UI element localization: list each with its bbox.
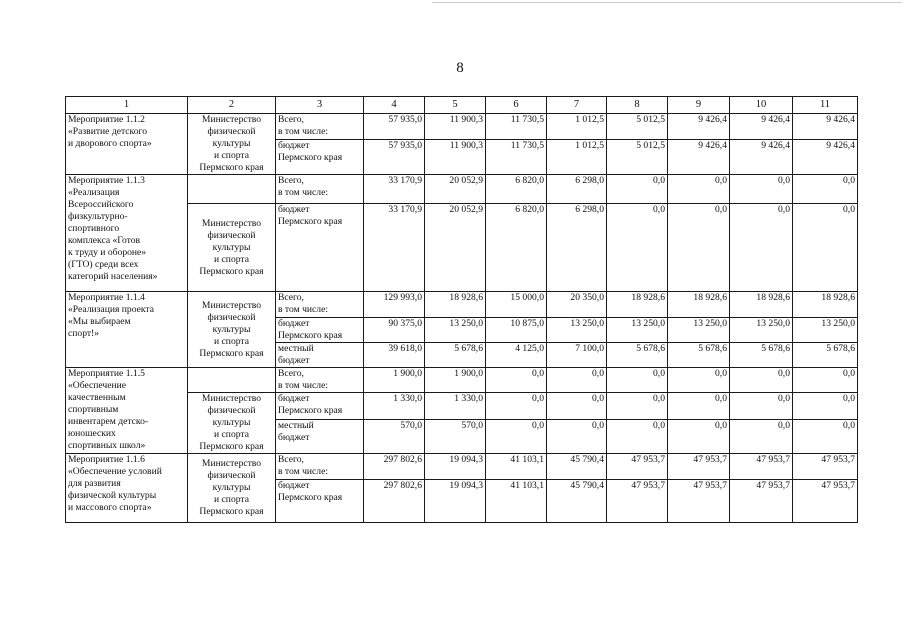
funding-source: бюджет Пермского края bbox=[276, 140, 364, 175]
amount-cell: 0,0 bbox=[547, 419, 607, 453]
amount-cell: 0,0 bbox=[730, 419, 793, 453]
responsible-executor: Министерство физической культуры и спорта Пермского края bbox=[188, 454, 276, 523]
amount-cell: 0,0 bbox=[668, 204, 730, 292]
activity-name: Мероприятие 1.1.5 «Обеспечение качественным спортивным инвентарем детско- юношеских спортивных школ» bbox=[66, 368, 188, 454]
amount-cell: 20 052,9 bbox=[425, 204, 486, 292]
amount-cell: 0,0 bbox=[607, 175, 668, 204]
amount-cell: 5 678,6 bbox=[668, 343, 730, 368]
col-header-2: 2 bbox=[188, 97, 276, 114]
amount-cell: 1 012,5 bbox=[547, 114, 607, 140]
amount-cell: 47 953,7 bbox=[607, 480, 668, 523]
amount-cell: 0,0 bbox=[730, 175, 793, 204]
amount-cell: 39 618,0 bbox=[364, 343, 425, 368]
amount-cell: 90 375,0 bbox=[364, 318, 425, 343]
amount-cell: 5 012,5 bbox=[607, 114, 668, 140]
activity-name: Мероприятие 1.1.2 «Развитие детского и дворового спорта» bbox=[66, 114, 188, 175]
amount-cell: 11 900,3 bbox=[425, 114, 486, 140]
table-row bbox=[66, 175, 858, 204]
amount-cell: 47 953,7 bbox=[793, 480, 858, 523]
amount-cell: 45 790,4 bbox=[547, 480, 607, 523]
activity-name: Мероприятие 1.1.4 «Реализация проекта «Мы выбираем спорт!» bbox=[66, 292, 188, 368]
amount-cell: 18 928,6 bbox=[607, 292, 668, 318]
amount-cell: 13 250,0 bbox=[793, 318, 858, 343]
amount-cell: 47 953,7 bbox=[793, 454, 858, 480]
col-header-3: 3 bbox=[276, 97, 364, 114]
col-header-8: 8 bbox=[607, 97, 668, 114]
responsible-executor: Министерство физической культуры и спорта Пермского края bbox=[188, 114, 276, 175]
amount-cell: 0,0 bbox=[668, 393, 730, 420]
amount-cell: 0,0 bbox=[730, 204, 793, 292]
amount-cell: 18 928,6 bbox=[668, 292, 730, 318]
amount-cell: 6 820,0 bbox=[486, 175, 547, 204]
amount-cell: 5 678,6 bbox=[425, 343, 486, 368]
table-row bbox=[66, 292, 858, 318]
amount-cell: 0,0 bbox=[607, 204, 668, 292]
funding-source: бюджет Пермского края bbox=[276, 318, 364, 343]
page-number: 8 bbox=[456, 60, 464, 76]
amount-cell: 47 953,7 bbox=[607, 454, 668, 480]
amount-cell: 297 802,6 bbox=[364, 454, 425, 480]
col-header-1: 1 bbox=[66, 97, 188, 114]
amount-cell: 20 052,9 bbox=[425, 175, 486, 204]
amount-cell: 0,0 bbox=[607, 393, 668, 420]
responsible-executor: Министерство физической культуры и спорта Пермского края bbox=[188, 204, 276, 292]
amount-cell: 5 678,6 bbox=[730, 343, 793, 368]
amount-cell: 11 900,3 bbox=[425, 140, 486, 175]
amount-cell: 1 900,0 bbox=[364, 368, 425, 393]
amount-cell: 0,0 bbox=[486, 419, 547, 453]
amount-cell: 20 350,0 bbox=[547, 292, 607, 318]
funding-source: Всего, в том числе: bbox=[276, 454, 364, 480]
amount-cell: 0,0 bbox=[668, 368, 730, 393]
col-header-10: 10 bbox=[730, 97, 793, 114]
amount-cell: 5 678,6 bbox=[793, 343, 858, 368]
amount-cell: 11 730,5 bbox=[486, 140, 547, 175]
amount-cell: 0,0 bbox=[793, 175, 858, 204]
amount-cell: 9 426,4 bbox=[730, 114, 793, 140]
amount-cell: 1 330,0 bbox=[425, 393, 486, 420]
amount-cell: 9 426,4 bbox=[793, 140, 858, 175]
amount-cell: 15 000,0 bbox=[486, 292, 547, 318]
amount-cell: 0,0 bbox=[486, 368, 547, 393]
funding-source: местный бюджет bbox=[276, 419, 364, 453]
budget-table bbox=[65, 96, 858, 523]
amount-cell: 570,0 bbox=[364, 419, 425, 453]
amount-cell: 570,0 bbox=[425, 419, 486, 453]
amount-cell: 18 928,6 bbox=[730, 292, 793, 318]
amount-cell: 47 953,7 bbox=[668, 454, 730, 480]
amount-cell: 0,0 bbox=[793, 419, 858, 453]
amount-cell: 33 170,9 bbox=[364, 175, 425, 204]
col-header-6: 6 bbox=[486, 97, 547, 114]
table-row bbox=[66, 114, 858, 140]
funding-source: бюджет Пермского края bbox=[276, 393, 364, 420]
table-row bbox=[66, 368, 858, 393]
responsible-executor: Министерство физической культуры и спорта Пермского края bbox=[188, 393, 276, 454]
table-row bbox=[66, 454, 858, 480]
amount-cell: 47 953,7 bbox=[730, 454, 793, 480]
amount-cell: 13 250,0 bbox=[607, 318, 668, 343]
amount-cell: 33 170,9 bbox=[364, 204, 425, 292]
funding-source: Всего, в том числе: bbox=[276, 114, 364, 140]
top-scan-line bbox=[432, 2, 902, 3]
amount-cell: 0,0 bbox=[668, 175, 730, 204]
amount-cell: 19 094,3 bbox=[425, 480, 486, 523]
funding-source: Всего, в том числе: bbox=[276, 368, 364, 393]
amount-cell: 0,0 bbox=[730, 393, 793, 420]
amount-cell: 13 250,0 bbox=[547, 318, 607, 343]
amount-cell: 0,0 bbox=[793, 393, 858, 420]
amount-cell: 1 900,0 bbox=[425, 368, 486, 393]
amount-cell: 18 928,6 bbox=[425, 292, 486, 318]
amount-cell: 5 678,6 bbox=[607, 343, 668, 368]
funding-source: местный бюджет bbox=[276, 343, 364, 368]
amount-cell: 10 875,0 bbox=[486, 318, 547, 343]
amount-cell: 9 426,4 bbox=[668, 114, 730, 140]
col-header-5: 5 bbox=[425, 97, 486, 114]
amount-cell: 13 250,0 bbox=[425, 318, 486, 343]
amount-cell: 19 094,3 bbox=[425, 454, 486, 480]
amount-cell: 6 820,0 bbox=[486, 204, 547, 292]
amount-cell: 129 993,0 bbox=[364, 292, 425, 318]
funding-source: бюджет Пермского края bbox=[276, 204, 364, 292]
amount-cell: 0,0 bbox=[607, 368, 668, 393]
amount-cell: 47 953,7 bbox=[668, 480, 730, 523]
amount-cell: 0,0 bbox=[793, 204, 858, 292]
amount-cell: 18 928,6 bbox=[793, 292, 858, 318]
amount-cell: 297 802,6 bbox=[364, 480, 425, 523]
amount-cell: 47 953,7 bbox=[730, 480, 793, 523]
amount-cell: 9 426,4 bbox=[730, 140, 793, 175]
header-row bbox=[66, 97, 858, 114]
amount-cell: 7 100,0 bbox=[547, 343, 607, 368]
amount-cell: 57 935,0 bbox=[364, 140, 425, 175]
amount-cell: 9 426,4 bbox=[668, 140, 730, 175]
amount-cell: 1 330,0 bbox=[364, 393, 425, 420]
amount-cell: 41 103,1 bbox=[486, 454, 547, 480]
amount-cell: 1 012,5 bbox=[547, 140, 607, 175]
funding-source: бюджет Пермского края bbox=[276, 480, 364, 523]
amount-cell: 0,0 bbox=[547, 393, 607, 420]
amount-cell: 6 298,0 bbox=[547, 175, 607, 204]
activity-name: Мероприятие 1.1.3 «Реализация Всероссийского физкультурно- спортивного комплекса «Готов к труду и обороне» (ГТО) среди всех категорий населения» bbox=[66, 175, 188, 292]
amount-cell: 0,0 bbox=[547, 368, 607, 393]
amount-cell: 57 935,0 bbox=[364, 114, 425, 140]
amount-cell: 6 298,0 bbox=[547, 204, 607, 292]
amount-cell: 4 125,0 bbox=[486, 343, 547, 368]
amount-cell: 5 012,5 bbox=[607, 140, 668, 175]
amount-cell: 0,0 bbox=[730, 368, 793, 393]
funding-source: Всего, в том числе: bbox=[276, 175, 364, 204]
responsible-empty-cell bbox=[188, 175, 276, 204]
responsible-empty-cell bbox=[188, 368, 276, 393]
funding-source: Всего, в том числе: bbox=[276, 292, 364, 318]
amount-cell: 0,0 bbox=[607, 419, 668, 453]
amount-cell: 0,0 bbox=[668, 419, 730, 453]
amount-cell: 11 730,5 bbox=[486, 114, 547, 140]
amount-cell: 45 790,4 bbox=[547, 454, 607, 480]
amount-cell: 9 426,4 bbox=[793, 114, 858, 140]
col-header-9: 9 bbox=[668, 97, 730, 114]
amount-cell: 0,0 bbox=[486, 393, 547, 420]
amount-cell: 41 103,1 bbox=[486, 480, 547, 523]
amount-cell: 0,0 bbox=[793, 368, 858, 393]
amount-cell: 13 250,0 bbox=[668, 318, 730, 343]
amount-cell: 13 250,0 bbox=[730, 318, 793, 343]
col-header-7: 7 bbox=[547, 97, 607, 114]
col-header-11: 11 bbox=[793, 97, 858, 114]
responsible-executor: Министерство физической культуры и спорта Пермского края bbox=[188, 292, 276, 368]
col-header-4: 4 bbox=[364, 97, 425, 114]
activity-name: Мероприятие 1.1.6 «Обеспечение условий для развития физической культуры и массового спорта» bbox=[66, 454, 188, 523]
